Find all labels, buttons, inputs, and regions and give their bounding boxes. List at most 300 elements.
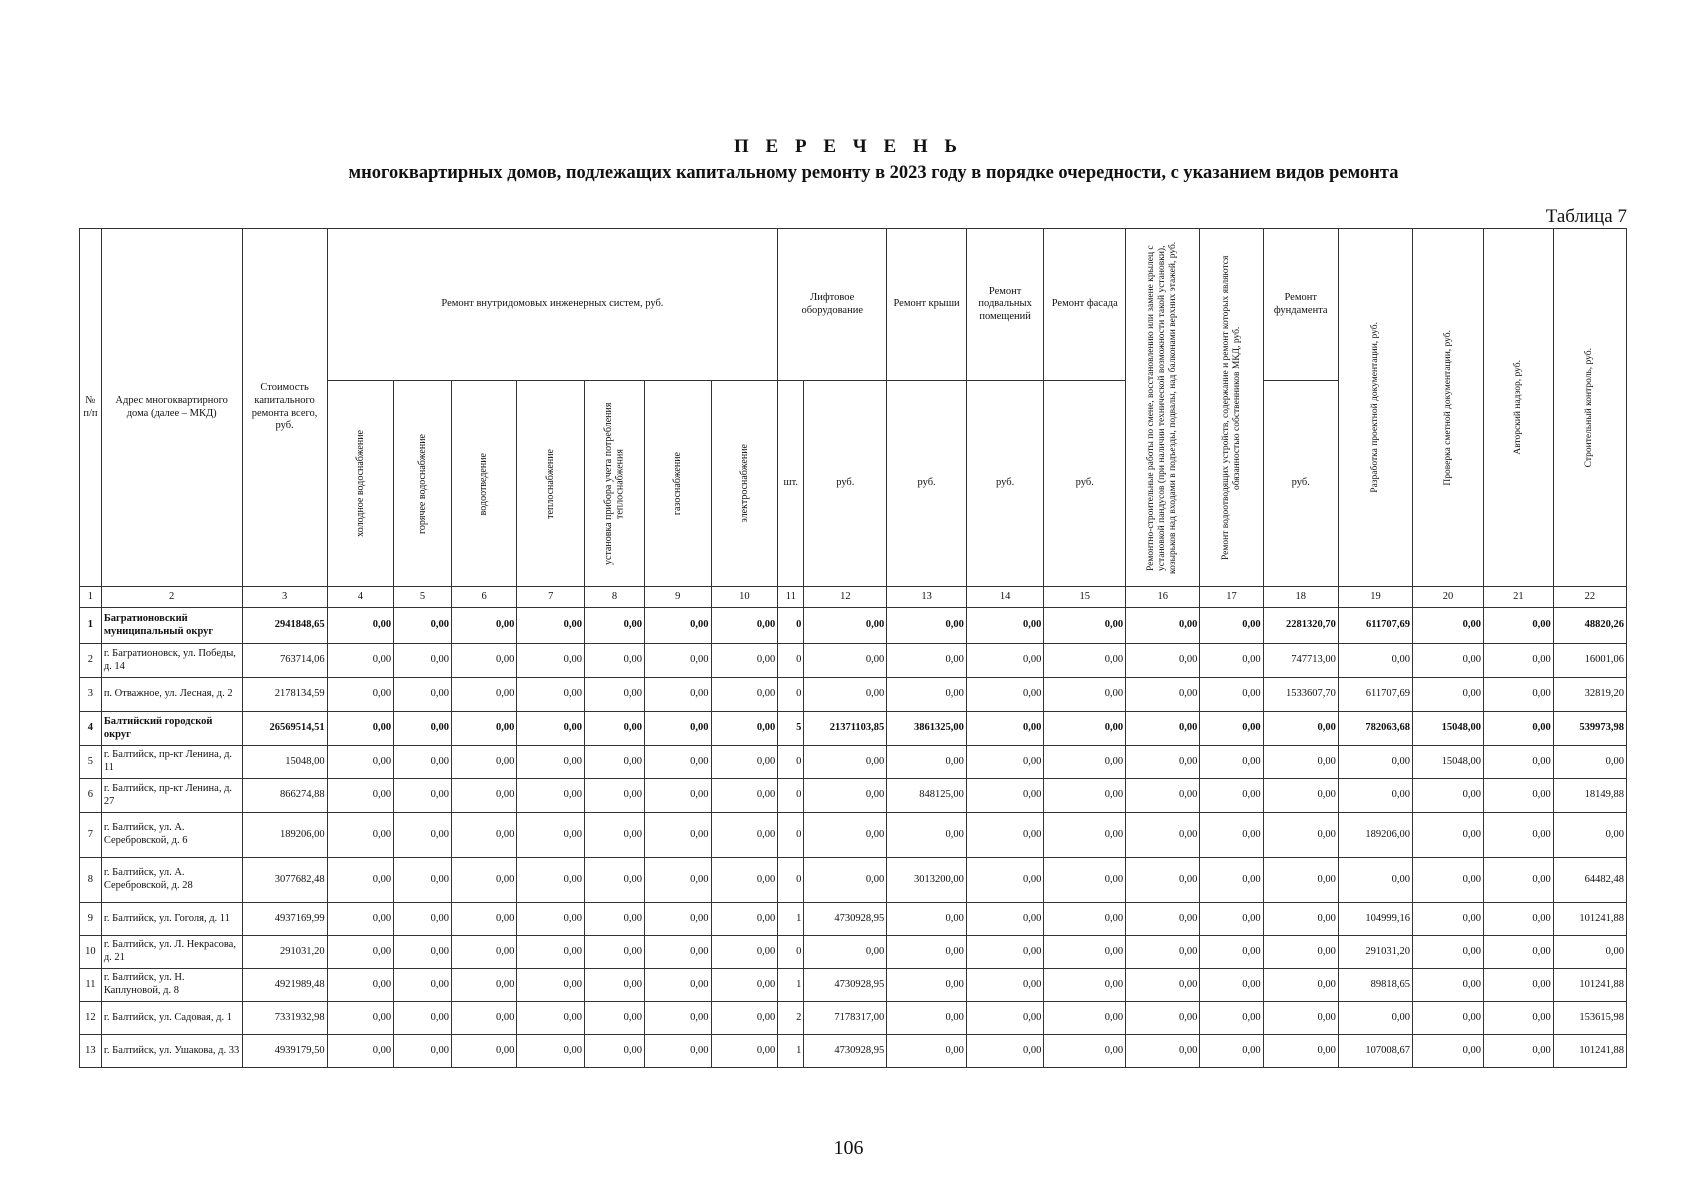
row-value: 0,00 <box>711 813 778 858</box>
row-value: 0,00 <box>451 746 516 779</box>
row-value: 0,00 <box>327 936 394 969</box>
header-facade: Ремонт фасада <box>1044 229 1126 381</box>
row-value: 0,00 <box>1044 1002 1126 1035</box>
row-value: 0,00 <box>394 936 452 969</box>
row-value: 5 <box>778 712 804 746</box>
row-value: 0,00 <box>517 1002 585 1035</box>
row-value: 0,00 <box>394 644 452 678</box>
row-value: 0,00 <box>585 858 645 903</box>
row-value: 2941848,65 <box>242 608 327 644</box>
row-value: 189206,00 <box>242 813 327 858</box>
row-value: 0,00 <box>804 813 887 858</box>
row-value: 0,00 <box>1553 746 1626 779</box>
row-value: 0,00 <box>1200 644 1263 678</box>
row-value: 0,00 <box>451 1002 516 1035</box>
row-value: 0,00 <box>1413 608 1484 644</box>
header-construction-control <box>1553 229 1626 587</box>
row-value: 0,00 <box>585 1035 645 1068</box>
row-value: 0,00 <box>517 608 585 644</box>
header-author-supervision-text: Авторский надзор, руб. <box>1512 360 1523 455</box>
row-value: 0 <box>778 608 804 644</box>
header-design-docs <box>1338 229 1412 587</box>
row-value: 0,00 <box>1126 608 1200 644</box>
table-row <box>80 779 1627 813</box>
row-value: 0,00 <box>451 969 516 1002</box>
row-value: 0,00 <box>645 712 712 746</box>
row-value: 0,00 <box>394 746 452 779</box>
row-value: 0,00 <box>585 746 645 779</box>
row-address: г. Балтийск, ул. Н. Каплуновой, д. 8 <box>101 969 242 1002</box>
row-value: 15048,00 <box>1413 712 1484 746</box>
row-value: 48820,26 <box>1553 608 1626 644</box>
row-value: 0,00 <box>645 1035 712 1068</box>
row-value: 0,00 <box>1483 936 1553 969</box>
row-value: 0,00 <box>1483 813 1553 858</box>
row-value: 0,00 <box>1338 858 1412 903</box>
column-number: 7 <box>517 587 585 608</box>
row-address: г. Балтийск, пр-кт Ленина, д. 27 <box>101 779 242 813</box>
row-value: 0,00 <box>1338 1002 1412 1035</box>
row-value: 0,00 <box>327 969 394 1002</box>
row-value: 0,00 <box>451 1035 516 1068</box>
row-value: 0 <box>778 746 804 779</box>
row-value: 0,00 <box>1126 678 1200 712</box>
row-value: 0,00 <box>451 779 516 813</box>
row-value: 0,00 <box>1338 644 1412 678</box>
header-foundation: Ремонт фундамента <box>1263 229 1338 381</box>
row-value: 4939179,50 <box>242 1035 327 1068</box>
column-number: 18 <box>1263 587 1338 608</box>
row-value: 0,00 <box>327 678 394 712</box>
row-value: 0,00 <box>327 644 394 678</box>
row-address: г. Балтийск, ул. А. Серебровской, д. 6 <box>101 813 242 858</box>
row-value: 26569514,51 <box>242 712 327 746</box>
header-electric <box>711 381 778 587</box>
row-value: 0,00 <box>585 903 645 936</box>
row-value: 0,00 <box>451 644 516 678</box>
row-number: 4 <box>80 712 102 746</box>
row-value: 0,00 <box>1044 712 1126 746</box>
row-value: 611707,69 <box>1338 678 1412 712</box>
row-value: 0,00 <box>1200 712 1263 746</box>
row-address: г. Балтийск, ул. Садовая, д. 1 <box>101 1002 242 1035</box>
row-value: 2 <box>778 1002 804 1035</box>
row-value: 539973,98 <box>1553 712 1626 746</box>
row-value: 107008,67 <box>1338 1035 1412 1068</box>
header-facade-rub: руб. <box>1044 381 1126 587</box>
row-value: 0,00 <box>711 858 778 903</box>
row-value: 0,00 <box>1553 936 1626 969</box>
header-electric-text: электроснабжение <box>738 444 750 523</box>
row-value: 0,00 <box>327 1002 394 1035</box>
row-number: 2 <box>80 644 102 678</box>
row-value: 0,00 <box>966 678 1043 712</box>
row-value: 3077682,48 <box>242 858 327 903</box>
row-number: 10 <box>80 936 102 969</box>
row-value: 0,00 <box>327 608 394 644</box>
row-value: 0,00 <box>1200 746 1263 779</box>
header-heat-meter-text: установка прибора учета потребления теплоснабжения <box>603 402 626 565</box>
header-num: № п/п <box>80 229 102 587</box>
row-number: 11 <box>80 969 102 1002</box>
row-value: 0,00 <box>711 644 778 678</box>
row-value: 7331932,98 <box>242 1002 327 1035</box>
row-value: 0,00 <box>1263 858 1338 903</box>
header-author-supervision <box>1483 229 1553 587</box>
column-number: 12 <box>804 587 887 608</box>
row-value: 0,00 <box>451 678 516 712</box>
row-value: 0,00 <box>887 1002 967 1035</box>
row-value: 0,00 <box>327 903 394 936</box>
row-value: 0,00 <box>394 903 452 936</box>
row-value: 1 <box>778 903 804 936</box>
row-value: 0,00 <box>966 608 1043 644</box>
row-value: 15048,00 <box>1413 746 1484 779</box>
row-value: 0,00 <box>327 779 394 813</box>
header-roof: Ремонт крыши <box>887 229 967 381</box>
row-value: 0,00 <box>1200 678 1263 712</box>
header-estimate-check <box>1413 229 1484 587</box>
row-value: 0,00 <box>645 969 712 1002</box>
header-drainage-text: Ремонт водоотводящих устройств, содержание и ремонт которых являются обязанностью собственников МКД, руб. <box>1220 255 1242 560</box>
row-value: 0,00 <box>804 858 887 903</box>
row-value: 0,00 <box>1044 678 1126 712</box>
header-gas-text: газоснабжение <box>672 452 684 516</box>
row-value: 0,00 <box>1263 712 1338 746</box>
row-value: 0,00 <box>451 858 516 903</box>
header-address: Адрес многоквартирного дома (далее – МКД) <box>101 229 242 587</box>
row-value: 2281320,70 <box>1263 608 1338 644</box>
row-value: 0,00 <box>966 903 1043 936</box>
row-value: 0,00 <box>1200 858 1263 903</box>
row-value: 0,00 <box>966 936 1043 969</box>
row-value: 0,00 <box>966 813 1043 858</box>
row-value: 104999,16 <box>1338 903 1412 936</box>
page-number: 106 <box>833 1137 864 1159</box>
row-value: 291031,20 <box>242 936 327 969</box>
header-gas <box>645 381 712 587</box>
row-value: 0,00 <box>645 813 712 858</box>
column-number: 10 <box>711 587 778 608</box>
header-porch-works-text: Ремонтно-строительные работы по смене, восстановлению или замене крылец с установкой пандусов (при наличии технической возможности такой установки), козырьков над входами в подъезды, подвалы, над балконами верхних этажей, руб. <box>1146 241 1179 574</box>
table-label: Таблица 7 <box>1545 206 1627 227</box>
row-value: 0 <box>778 858 804 903</box>
row-value: 0,00 <box>645 608 712 644</box>
row-value: 0,00 <box>394 678 452 712</box>
row-value: 0,00 <box>804 608 887 644</box>
row-value: 0,00 <box>394 779 452 813</box>
row-value: 0,00 <box>1263 903 1338 936</box>
header-cold-water-text: холодное водоснабжение <box>354 430 366 538</box>
row-value: 0,00 <box>645 903 712 936</box>
row-value: 0,00 <box>804 936 887 969</box>
row-value: 0,00 <box>1200 936 1263 969</box>
column-number: 22 <box>1553 587 1626 608</box>
row-value: 0,00 <box>1413 779 1484 813</box>
header-construction-control-text: Строительный контроль, руб. <box>1584 347 1595 468</box>
row-value: 0,00 <box>451 608 516 644</box>
row-value: 0,00 <box>711 1035 778 1068</box>
row-value: 0 <box>778 678 804 712</box>
row-value: 0,00 <box>394 712 452 746</box>
row-number: 7 <box>80 813 102 858</box>
row-value: 0,00 <box>1483 644 1553 678</box>
row-value: 189206,00 <box>1338 813 1412 858</box>
row-value: 0,00 <box>1413 936 1484 969</box>
row-value: 0,00 <box>1263 1002 1338 1035</box>
row-value: 15048,00 <box>242 746 327 779</box>
row-value: 0,00 <box>887 644 967 678</box>
document-title: П Е Р Е Ч Е Н Ь <box>734 136 963 157</box>
row-value: 0 <box>778 644 804 678</box>
column-number: 16 <box>1126 587 1200 608</box>
row-value: 0,00 <box>585 936 645 969</box>
header-engineering-group: Ремонт внутридомовых инженерных систем, руб. <box>327 229 778 381</box>
row-value: 0,00 <box>645 779 712 813</box>
row-value: 0 <box>778 779 804 813</box>
row-value: 0,00 <box>645 678 712 712</box>
row-value: 18149,88 <box>1553 779 1626 813</box>
row-value: 291031,20 <box>1338 936 1412 969</box>
row-value: 0,00 <box>1044 1035 1126 1068</box>
row-value: 0,00 <box>1483 712 1553 746</box>
table-row <box>80 1002 1627 1035</box>
row-value: 0,00 <box>327 1035 394 1068</box>
row-value: 0,00 <box>1126 779 1200 813</box>
column-number: 14 <box>966 587 1043 608</box>
row-value: 101241,88 <box>1553 969 1626 1002</box>
row-value: 0,00 <box>1044 813 1126 858</box>
row-value: 782063,68 <box>1338 712 1412 746</box>
row-value: 0,00 <box>887 1035 967 1068</box>
row-value: 0,00 <box>1126 969 1200 1002</box>
row-value: 0,00 <box>1044 746 1126 779</box>
row-value: 0,00 <box>966 712 1043 746</box>
row-number: 5 <box>80 746 102 779</box>
row-value: 0,00 <box>711 779 778 813</box>
row-value: 0,00 <box>1413 1002 1484 1035</box>
row-value: 0,00 <box>1338 746 1412 779</box>
header-total-cost: Стоимость капитального ремонта всего, руб. <box>242 229 327 587</box>
row-value: 16001,06 <box>1553 644 1626 678</box>
row-value: 0,00 <box>804 746 887 779</box>
column-number: 17 <box>1200 587 1263 608</box>
row-value: 0,00 <box>887 746 967 779</box>
table-row <box>80 746 1627 779</box>
row-value: 747713,00 <box>1263 644 1338 678</box>
row-value: 0,00 <box>1126 903 1200 936</box>
row-value: 0,00 <box>585 779 645 813</box>
table-row <box>80 903 1627 936</box>
header-design-docs-text: Разработка проектной документации, руб. <box>1369 322 1380 493</box>
row-value: 0,00 <box>1263 779 1338 813</box>
row-value: 0,00 <box>517 969 585 1002</box>
row-value: 0,00 <box>517 779 585 813</box>
row-value: 0,00 <box>966 969 1043 1002</box>
row-value: 0,00 <box>585 813 645 858</box>
row-value: 4921989,48 <box>242 969 327 1002</box>
column-number: 6 <box>451 587 516 608</box>
row-value: 0,00 <box>1044 969 1126 1002</box>
row-value: 0,00 <box>887 813 967 858</box>
row-value: 0,00 <box>1263 936 1338 969</box>
row-value: 0,00 <box>804 779 887 813</box>
table-row <box>80 644 1627 678</box>
row-value: 0,00 <box>517 936 585 969</box>
row-value: 0,00 <box>1200 903 1263 936</box>
row-value: 153615,98 <box>1553 1002 1626 1035</box>
row-value: 0,00 <box>887 903 967 936</box>
column-number: 5 <box>394 587 452 608</box>
row-value: 21371103,85 <box>804 712 887 746</box>
row-value: 0,00 <box>451 712 516 746</box>
row-value: 0,00 <box>1413 813 1484 858</box>
row-address: г. Балтийск, ул. Ушакова, д. 33 <box>101 1035 242 1068</box>
row-value: 0,00 <box>711 936 778 969</box>
row-value: 0,00 <box>1483 903 1553 936</box>
row-value: 0,00 <box>887 969 967 1002</box>
row-address: г. Балтийск, ул. Гоголя, д. 11 <box>101 903 242 936</box>
row-value: 0,00 <box>1413 678 1484 712</box>
column-number: 1 <box>80 587 102 608</box>
row-value: 0,00 <box>1044 644 1126 678</box>
row-value: 4730928,95 <box>804 969 887 1002</box>
row-value: 0,00 <box>1483 608 1553 644</box>
header-drainage <box>1200 229 1263 587</box>
row-value: 0,00 <box>645 1002 712 1035</box>
row-value: 866274,88 <box>242 779 327 813</box>
column-number: 9 <box>645 587 712 608</box>
row-value: 848125,00 <box>887 779 967 813</box>
column-number-row <box>80 587 1627 608</box>
row-value: 0,00 <box>1044 936 1126 969</box>
row-value: 0,00 <box>966 1035 1043 1068</box>
row-value: 0,00 <box>1200 779 1263 813</box>
row-value: 0,00 <box>1263 813 1338 858</box>
row-value: 0,00 <box>1483 779 1553 813</box>
row-value: 0,00 <box>394 608 452 644</box>
header-basement-rub: руб. <box>966 381 1043 587</box>
row-value: 0,00 <box>517 746 585 779</box>
header-hot-water-text: горячее водоснабжение <box>416 433 428 534</box>
header-heat-meter <box>585 381 645 587</box>
row-value: 1 <box>778 969 804 1002</box>
header-porch-works <box>1126 229 1200 587</box>
row-value: 0,00 <box>711 903 778 936</box>
row-number: 13 <box>80 1035 102 1068</box>
row-value: 0,00 <box>585 712 645 746</box>
row-value: 0,00 <box>711 969 778 1002</box>
row-value: 3861325,00 <box>887 712 967 746</box>
row-value: 0,00 <box>966 1002 1043 1035</box>
row-value: 0,00 <box>1263 969 1338 1002</box>
row-number: 3 <box>80 678 102 712</box>
row-number: 1 <box>80 608 102 644</box>
column-number: 13 <box>887 587 967 608</box>
row-value: 0,00 <box>327 813 394 858</box>
row-value: 0,00 <box>327 712 394 746</box>
row-value: 32819,20 <box>1553 678 1626 712</box>
header-lift-units: шт. <box>778 381 804 587</box>
row-address: г. Балтийск, ул. А. Серебровской, д. 28 <box>101 858 242 903</box>
header-hot-water <box>394 381 452 587</box>
row-value: 0,00 <box>1413 1035 1484 1068</box>
row-value: 0,00 <box>887 608 967 644</box>
header-estimate-check-text: Проверка сметной документации, руб. <box>1442 329 1453 486</box>
column-number: 21 <box>1483 587 1553 608</box>
row-value: 0,00 <box>1200 608 1263 644</box>
row-value: 0,00 <box>1200 969 1263 1002</box>
row-value: 0,00 <box>1126 858 1200 903</box>
row-value: 0,00 <box>517 1035 585 1068</box>
row-value: 0,00 <box>517 644 585 678</box>
row-number: 12 <box>80 1002 102 1035</box>
row-value: 0,00 <box>1483 1002 1553 1035</box>
row-address: г. Балтийск, пр-кт Ленина, д. 11 <box>101 746 242 779</box>
row-value: 0,00 <box>1483 1035 1553 1068</box>
column-number: 15 <box>1044 587 1126 608</box>
row-value: 0,00 <box>887 936 967 969</box>
table-row <box>80 936 1627 969</box>
row-value: 0,00 <box>1044 858 1126 903</box>
row-number: 8 <box>80 858 102 903</box>
row-value: 4730928,95 <box>804 903 887 936</box>
row-value: 0,00 <box>1200 1002 1263 1035</box>
row-value: 763714,06 <box>242 644 327 678</box>
row-value: 64482,48 <box>1553 858 1626 903</box>
row-address: Багратионовский муниципальный округ <box>101 608 242 644</box>
row-address: г. Балтийск, ул. Л. Некрасова, д. 21 <box>101 936 242 969</box>
row-value: 0,00 <box>1553 813 1626 858</box>
row-value: 0,00 <box>1044 608 1126 644</box>
row-value: 0,00 <box>394 858 452 903</box>
row-value: 4937169,99 <box>242 903 327 936</box>
header-lift-group: Лифтовое оборудование <box>778 229 887 381</box>
column-number: 8 <box>585 587 645 608</box>
row-value: 0,00 <box>711 608 778 644</box>
header-sewage <box>451 381 516 587</box>
header-cold-water <box>327 381 394 587</box>
row-value: 0,00 <box>1126 1035 1200 1068</box>
column-number-row <box>80 587 1627 608</box>
header-heating-text: теплоснабжение <box>544 448 556 519</box>
table-row-district <box>80 712 1627 746</box>
row-address: г. Багратионовск, ул. Победы, д. 14 <box>101 644 242 678</box>
row-value: 0,00 <box>966 858 1043 903</box>
row-value: 0,00 <box>1483 969 1553 1002</box>
row-value: 0,00 <box>1413 969 1484 1002</box>
row-value: 0,00 <box>327 746 394 779</box>
table-row <box>80 969 1627 1002</box>
row-value: 0,00 <box>711 746 778 779</box>
column-number: 19 <box>1338 587 1412 608</box>
row-value: 3013200,00 <box>887 858 967 903</box>
row-value: 7178317,00 <box>804 1002 887 1035</box>
header-sewage-text: водоотведение <box>478 452 490 515</box>
row-value: 0,00 <box>711 712 778 746</box>
row-value: 0,00 <box>394 1035 452 1068</box>
repair-table <box>79 228 1627 1068</box>
row-value: 0,00 <box>585 1002 645 1035</box>
row-value: 0,00 <box>1338 779 1412 813</box>
document-subtitle: многоквартирных домов, подлежащих капитальному ремонту в 2023 году в порядке очередности, с указанием видов ремонта <box>348 163 1399 183</box>
table-row-district <box>80 608 1627 644</box>
row-value: 0,00 <box>645 936 712 969</box>
row-value: 0,00 <box>394 969 452 1002</box>
column-number: 4 <box>327 587 394 608</box>
row-value: 0,00 <box>327 858 394 903</box>
row-value: 0,00 <box>966 779 1043 813</box>
